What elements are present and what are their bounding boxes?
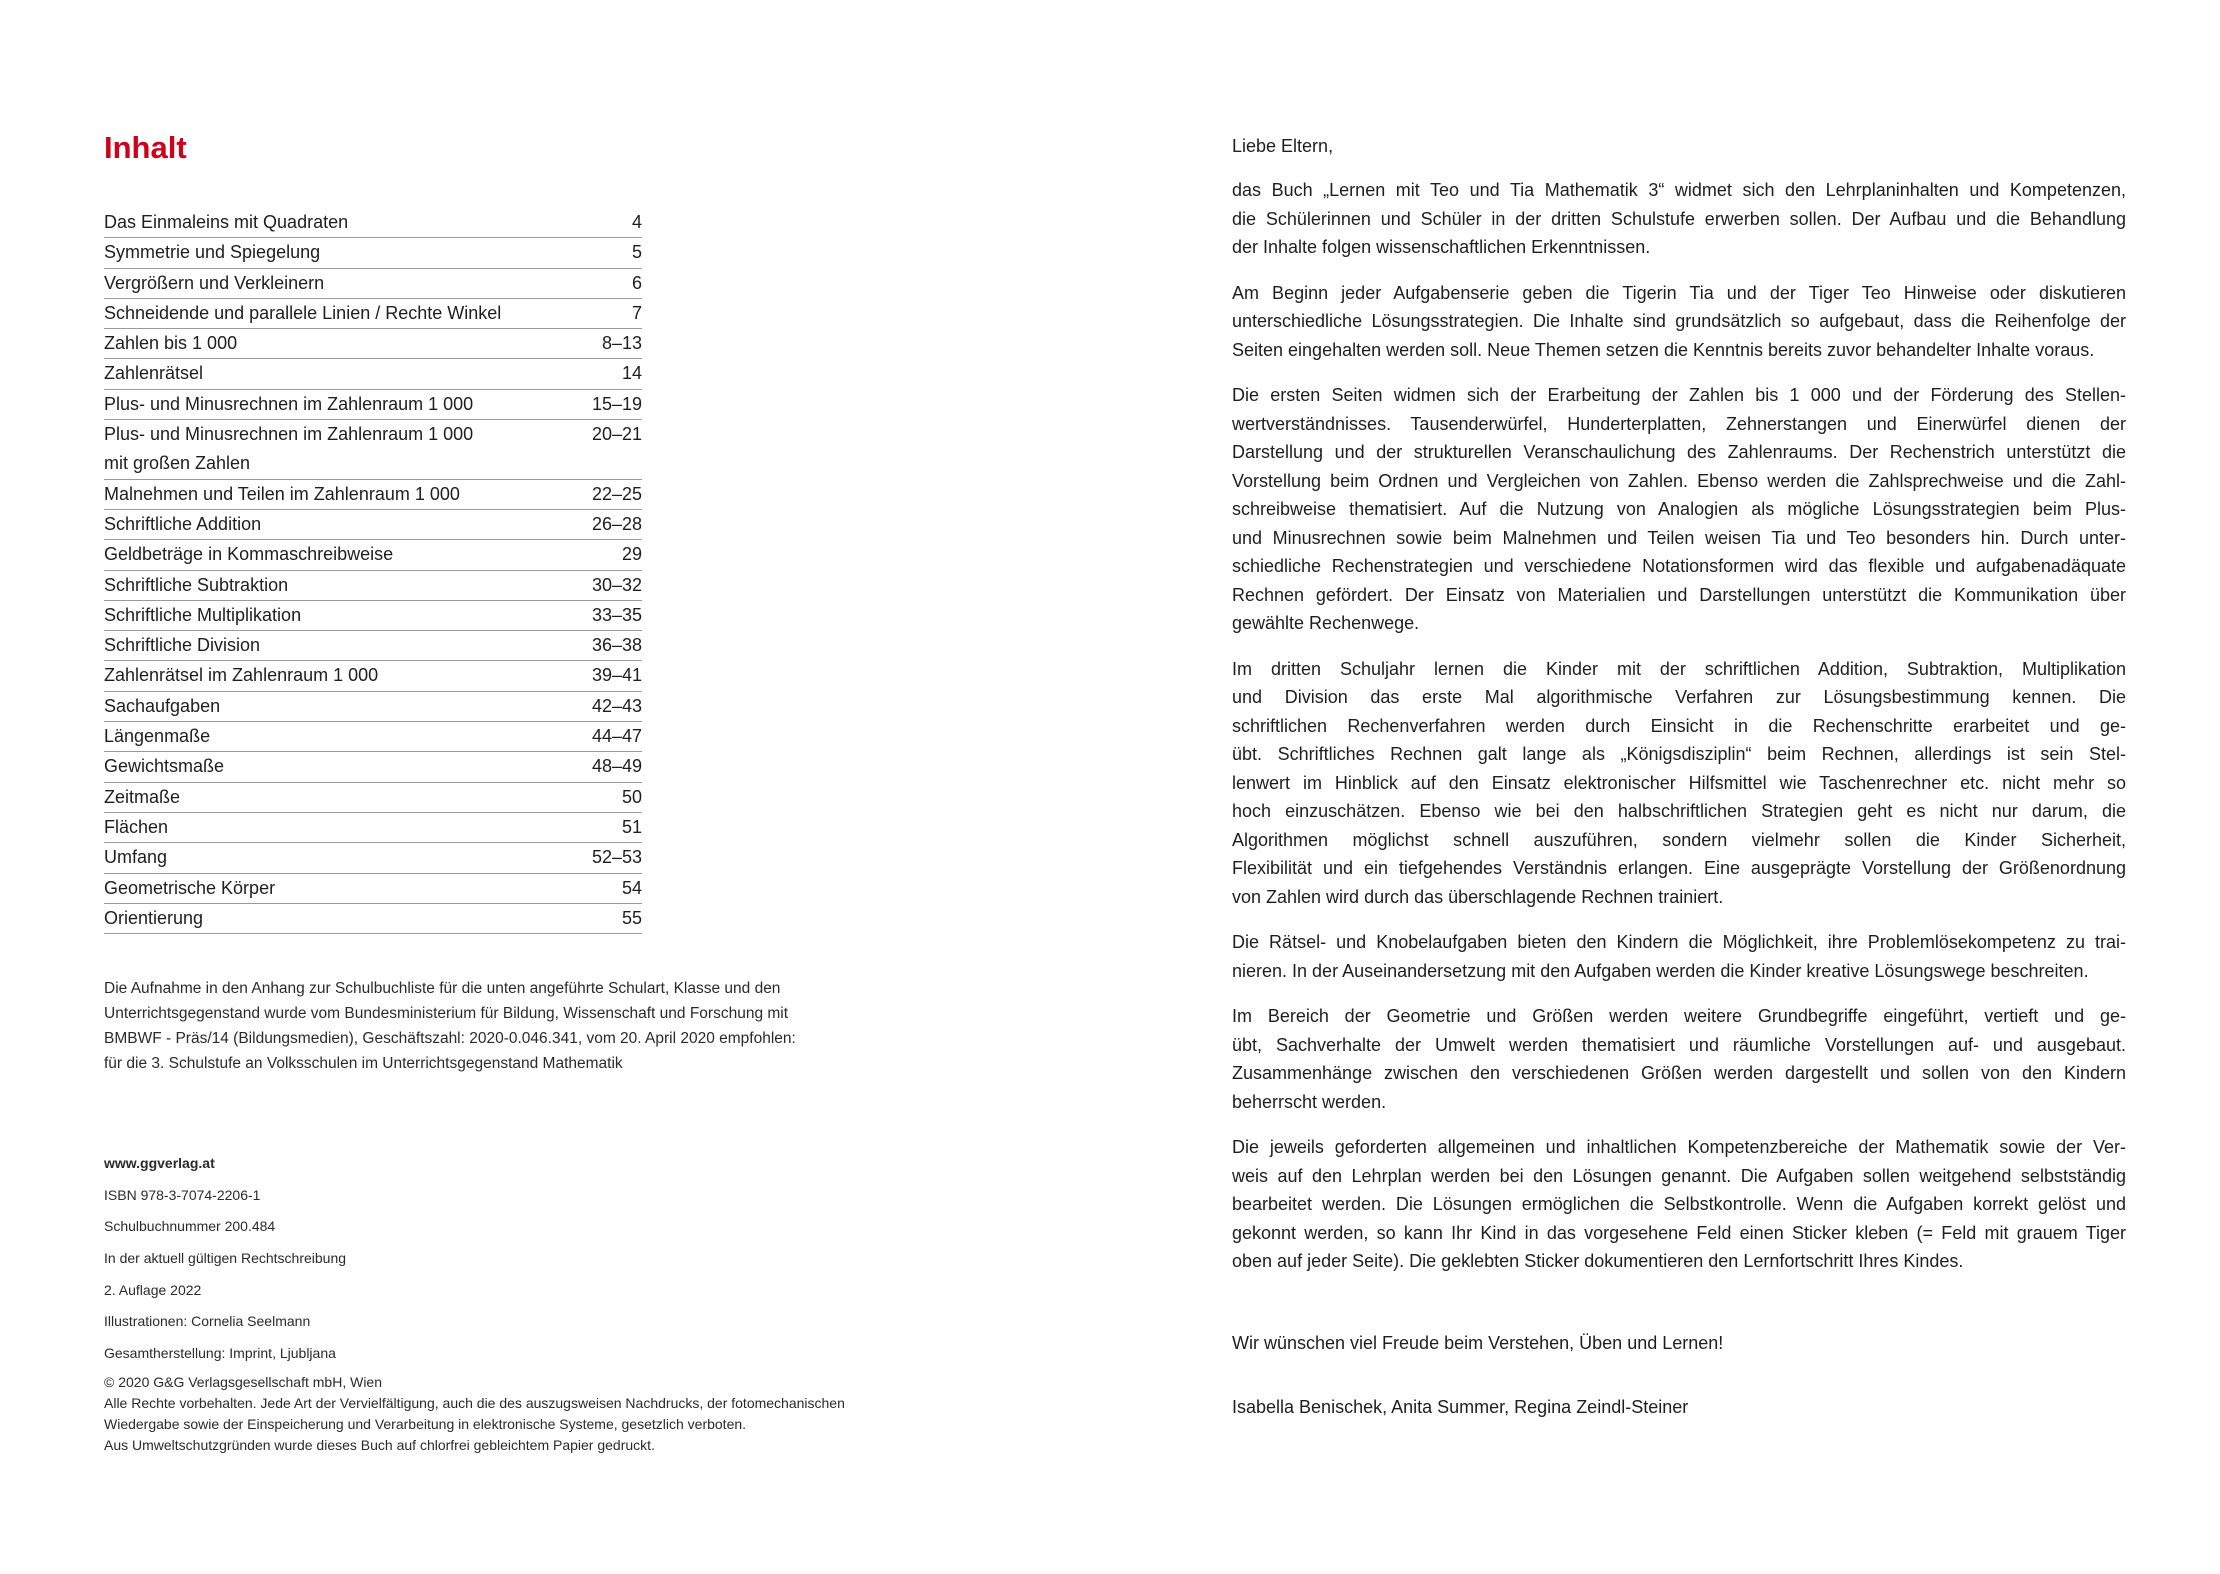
toc-entry-pages: 50 <box>621 786 642 807</box>
letter-to-parents <box>1232 132 2126 1293</box>
toc-entry-title-line: Vergrößern und Verkleinern <box>104 272 325 293</box>
letter-line: Rechnen gefördert. Der Einsatz von Materialien und Darstellungen unterstützt die Kommunikation über <box>1232 584 2126 605</box>
letter-line: wertverständnisses. Tausenderwürfel, Hunderterplatten, Zehnerstangen und Einerwürfel dienen der <box>1232 413 2126 434</box>
rights-line: Wiedergabe sowie der Einspeicherung und Verarbeitung in elektronische Systeme, gesetzlich verboten. <box>104 1416 747 1432</box>
toc-entry-pages: 52–53 <box>591 847 642 868</box>
toc-entry-pages: 44–47 <box>591 726 642 747</box>
letter-line: Die Rätsel- und Knobelaufgaben bieten den Kindern die Möglichkeit, ihre Problemlösekompetenz zu trai- <box>1232 932 2126 952</box>
letter-line: übt. Schriftliches Rechnen galt lange als „Königsdisziplin“ beim Rechnen, allerdings ist sein Stel- <box>1232 744 2126 764</box>
toc-row <box>104 299 642 329</box>
letter-line: gekonnt werden, so kann Ihr Kind in das vorgesehene Feld einen Sticker kleben (= Feld mit grauem Tiger <box>1232 1222 2126 1243</box>
toc-row <box>104 904 642 934</box>
toc-entry-title-line: Sachaufgaben <box>104 695 221 716</box>
approval-line: BMBWF - Präs/14 (Bildungsmedien), Geschäftszahl: 2020-0.046.341, vom 20. April 2020 empfohlen: <box>104 1030 796 1047</box>
letter-line: Die jeweils geforderten allgemeinen und inhaltlichen Kompetenzbereiche der Mathematik sowie der Ver- <box>1232 1137 2126 1157</box>
toc-row <box>104 208 642 238</box>
toc-entry-pages: 20–21 <box>591 424 642 445</box>
edition: 2. Auflage 2022 <box>104 1281 202 1298</box>
letter-line: der Inhalte folgen wissenschaftlichen Erkenntnissen. <box>1232 237 1651 257</box>
letter-line: Am Beginn jeder Aufgabenserie geben die Tigerin Tia und der Tiger Teo Hinweise oder diskutieren <box>1232 282 2126 303</box>
toc-entry-pages: 29 <box>621 544 642 565</box>
toc-entry-pages: 6 <box>631 272 642 293</box>
isbn: ISBN 978-3-7074-2206-1 <box>104 1186 261 1203</box>
approval-notice <box>104 976 924 1076</box>
letter-paragraph <box>1232 1002 2126 1116</box>
toc-row <box>104 631 642 661</box>
letter-line: schreibweise thematisiert. Auf die Nutzung von Analogien als mögliche Lösungsstrategien beim Plus- <box>1232 499 2126 519</box>
toc-entry-title-line: Symmetrie und Spiegelung <box>104 242 321 263</box>
toc-entry-title <box>104 874 275 903</box>
letter-line: Zusammenhänge zwischen den verschiedenen Größen werden dargestellt und sollen von den Kindern <box>1232 1063 2126 1083</box>
toc-entry-title <box>104 540 393 569</box>
toc-entry-pages: 15–19 <box>591 393 642 414</box>
toc-entry-pages: 30–32 <box>591 574 642 595</box>
toc-row <box>104 329 642 359</box>
letter-line: Vorstellung beim Ordnen und Vergleichen von Zahlen. Ebenso werden die Zahlsprechweise und die Zahl- <box>1232 470 2126 491</box>
letter-authors: Isabella Benischek, Anita Summer, Regina Zeindl-Steiner <box>1232 1397 1689 1417</box>
toc-entry-title <box>104 692 220 721</box>
toc-row <box>104 238 642 268</box>
letter-line: gewählte Rechenwege. <box>1232 613 1420 633</box>
letter-salutation: Liebe Eltern, <box>1232 136 1334 156</box>
letter-line: Die ersten Seiten widmen sich der Erarbeitung der Zahlen bis 1 000 und der Förderung des Stellen- <box>1232 385 2126 405</box>
toc-entry-pages: 48–49 <box>591 756 642 777</box>
toc-entry-title-line: Malnehmen und Teilen im Zahlenraum 1 000 <box>104 483 460 504</box>
toc-entry-pages: 42–43 <box>591 695 642 716</box>
toc-entry-title <box>104 904 203 933</box>
rights-line: © 2020 G&G Verlagsgesellschaft mbH, Wien <box>104 1374 382 1390</box>
toc-entry-title <box>104 420 473 479</box>
toc-entry-pages: 22–25 <box>591 483 642 504</box>
letter-line: Im Bereich der Geometrie und Größen werden weitere Grundbegriffe eingeführt, vertieft und ge- <box>1232 1006 2126 1026</box>
toc-entry-title-line: Orientierung <box>104 907 204 928</box>
toc-entry-pages: 14 <box>621 363 642 384</box>
toc-row <box>104 269 642 299</box>
website-link[interactable]: www.ggverlag.at <box>104 1155 215 1171</box>
toc-row <box>104 510 642 540</box>
letter-line: Im dritten Schuljahr lernen die Kinder mit der schriftlichen Addition, Subtraktion, Multiplikation <box>1232 658 2126 679</box>
toc-entry-title <box>104 813 168 842</box>
toc-entry-title-line: Plus- und Minusrechnen im Zahlenraum 1 000 <box>104 424 474 445</box>
toc-row <box>104 661 642 691</box>
table-of-contents <box>104 208 642 934</box>
toc-entry-pages: 8–13 <box>601 333 642 354</box>
letter-line: bearbeitet werden. Die Lösungen ermöglichen die Selbstkontrolle. Wenn die Aufgaben korrekt gelöst und <box>1232 1194 2126 1214</box>
toc-row <box>104 843 642 873</box>
toc-entry-pages: 26–28 <box>591 513 642 534</box>
toc-entry-title-line2: mit großen Zahlen <box>104 453 251 474</box>
letter-line: die Schülerinnen und Schüler in der dritten Schulstufe erwerben sollen. Der Aufbau und die Behandlung <box>1232 208 2126 229</box>
letter-paragraph <box>1232 1133 2126 1276</box>
toc-row <box>104 480 642 510</box>
rights-line: Alle Rechte vorbehalten. Jede Art der Vervielfältigung, auch die des auszugsweisen Nachdrucks, der fotomechanischen <box>104 1395 845 1411</box>
letter-paragraph <box>1232 279 2126 365</box>
toc-entry-title <box>104 299 501 328</box>
toc-entry-title <box>104 208 348 237</box>
toc-entry-title-line: Geometrische Körper <box>104 877 276 898</box>
toc-row <box>104 420 642 480</box>
letter-line: beherrscht werden. <box>1232 1091 1387 1112</box>
toc-entry-title <box>104 661 378 690</box>
letter-line: nieren. In der Auseinandersetzung mit den Aufgaben werden die Kinder kreative Lösungswege beschreiten. <box>1232 960 2089 981</box>
approval-line: für die 3. Schulstufe an Volksschulen im Unterrichtsgegenstand Mathematik <box>104 1055 623 1072</box>
toc-entry-title-line: Gewichtsmaße <box>104 756 225 777</box>
toc-entry-pages: 4 <box>631 212 642 232</box>
toc-entry-title-line: Schriftliche Division <box>104 635 261 656</box>
toc-row <box>104 783 642 813</box>
toc-entry-title <box>104 752 224 781</box>
letter-line: und Division das erste Mal algorithmische Verfahren zur Lösungsbestimmung kennen. Die <box>1232 687 2126 707</box>
toc-row <box>104 601 642 631</box>
toc-entry-title <box>104 783 180 812</box>
toc-entry-title <box>104 722 210 751</box>
toc-entry-title <box>104 571 288 600</box>
toc-entry-title-line: Das Einmaleins mit Quadraten <box>104 212 349 232</box>
toc-entry-title <box>104 510 261 539</box>
letter-line: schriftlichen Rechenverfahren werden durch Einsicht in die Rechenschritte erarbeitet und ge- <box>1232 715 2126 736</box>
letter-line: oben auf jeder Seite). Die geklebten Sticker dokumentieren den Lernfortschritt Ihres Kindes. <box>1232 1251 1964 1271</box>
toc-entry-title-line: Schriftliche Addition <box>104 513 262 534</box>
toc-entry-pages: 55 <box>621 907 642 928</box>
letter-line: Flexibilität und ein tiefgehendes Verständnis erlangen. Eine ausgeprägte Vorstellung der Größenordnung <box>1232 858 2126 878</box>
toc-entry-title <box>104 359 203 388</box>
toc-entry-pages: 5 <box>631 242 642 263</box>
toc-entry-pages: 54 <box>621 877 642 898</box>
toc-entry-title-line: Zahlen bis 1 000 <box>104 333 238 354</box>
letter-line: und Minusrechnen sowie beim Malnehmen und Teilen weisen Tia und Teo besonders hin. Durch unter- <box>1232 527 2126 548</box>
letter-line: das Buch „Lernen mit Teo und Tia Mathematik 3“ widmet sich den Lehrplaninhalten und Kompetenzen, <box>1232 180 2126 200</box>
toc-row <box>104 571 642 601</box>
toc-entry-title-line: Zahlenrätsel <box>104 363 204 384</box>
letter-line: hoch einzuschätzen. Ebenso wie bei den halbschriftlichen Strategien geht es nicht nur darum, die <box>1232 801 2126 821</box>
toc-entry-pages: 33–35 <box>591 604 642 625</box>
toc-entry-title <box>104 269 324 298</box>
toc-entry-title <box>104 631 260 660</box>
letter-line: Seiten eingehalten werden soll. Neue Themen setzen die Kenntnis bereits zuvor behandelter Inhalte voraus. <box>1232 339 2095 360</box>
illustrations-credit: Illustrationen: Cornelia Seelmann <box>104 1313 311 1330</box>
toc-row <box>104 540 642 570</box>
toc-row <box>104 752 642 782</box>
spelling-note: In der aktuell gültigen Rechtschreibung <box>104 1250 347 1267</box>
letter-line: unterschiedliche Lösungsstrategien. Die Inhalte sind grundsätzlich so aufgebaut, dass die Reihenfolge der <box>1232 311 2126 331</box>
toc-entry-title-line: Schneidende und parallele Linien / Rechte Winkel <box>104 302 502 323</box>
toc-entry-pages: 39–41 <box>591 665 642 686</box>
toc-entry-title <box>104 238 320 267</box>
rights-line: Aus Umweltschutzgründen wurde dieses Buch auf chlorfrei gebleichtem Papier gedruckt. <box>104 1437 655 1453</box>
toc-entry-title-line: Umfang <box>104 847 168 868</box>
letter-paragraph <box>1232 928 2126 985</box>
toc-row <box>104 359 642 389</box>
toc-entry-title-line: Geldbeträge in Kommaschreibweise <box>104 544 394 565</box>
copyright-notice <box>104 1372 845 1456</box>
toc-entry-title <box>104 601 301 630</box>
toc-entry-title-line: Zahlenrätsel im Zahlenraum 1 000 <box>104 665 379 686</box>
toc-title: Inhalt <box>104 130 187 165</box>
toc-entry-title-line: Plus- und Minusrechnen im Zahlenraum 1 000 <box>104 393 474 414</box>
letter-line: schiedliche Rechenstrategien und verschiedene Notationsformen wird das flexible und aufgabenadäquate <box>1232 556 2126 576</box>
letter-line: lenwert im Hinblick auf den Einsatz elektronischer Hilfsmittel wie Taschenrechner etc. nicht mehr so <box>1232 772 2126 793</box>
toc-entry-title <box>104 843 167 872</box>
letter-paragraph <box>1232 381 2126 638</box>
letter-paragraph <box>1232 655 2126 912</box>
approval-line: Die Aufnahme in den Anhang zur Schulbuchliste für die unten angeführte Schulart, Klasse und den <box>104 980 781 997</box>
schoolbook-number: Schulbuchnummer 200.484 <box>104 1218 276 1235</box>
imprint <box>104 1153 346 1375</box>
toc-entry-title-line: Flächen <box>104 816 169 837</box>
letter-line: von Zahlen wird durch das überschlagende Rechnen trainiert. <box>1232 886 1724 907</box>
letter-line: weis auf den Lehrplan werden bei den Lösungen genannt. Die Aufgaben sollen weitgehend selbstständig <box>1232 1165 2126 1186</box>
letter-line: Algorithmen möglichst schnell auszuführen, sondern vielmehr sollen die Kinder Sicherheit, <box>1232 829 2126 850</box>
toc-row <box>104 874 642 904</box>
toc-row <box>104 390 642 420</box>
toc-row <box>104 692 642 722</box>
production-credit: Gesamtherstellung: Imprint, Ljubljana <box>104 1345 336 1362</box>
toc-entry-title-line: Schriftliche Subtraktion <box>104 574 289 595</box>
toc-entry-title-line: Schriftliche Multiplikation <box>104 604 302 625</box>
toc-row <box>104 722 642 752</box>
letter-line: Darstellung und der strukturellen Veranschaulichung des Zahlenraums. Der Rechenstrich unterstützt die <box>1232 442 2126 462</box>
toc-entry-title <box>104 329 237 358</box>
toc-entry-pages: 36–38 <box>591 635 642 656</box>
letter-closing: Wir wünschen viel Freude beim Verstehen, Üben und Lernen! <box>1232 1333 1724 1353</box>
toc-entry-pages: 7 <box>631 302 642 323</box>
toc-entry-title <box>104 480 460 509</box>
toc-row <box>104 813 642 843</box>
toc-entry-title-line: Längenmaße <box>104 726 211 747</box>
letter-line: übt, Sachverhalte der Umwelt werden thematisiert und räumliche Vorstellungen auf- und ausgebaut. <box>1232 1034 2126 1055</box>
approval-line: Unterrichtsgegenstand wurde vom Bundesministerium für Bildung, Wissenschaft und Forschung mit <box>104 1005 789 1022</box>
toc-entry-title-line: Zeitmaße <box>104 786 181 807</box>
toc-entry-pages: 51 <box>621 816 642 837</box>
toc-entry-title <box>104 390 473 419</box>
letter-paragraph <box>1232 176 2126 262</box>
